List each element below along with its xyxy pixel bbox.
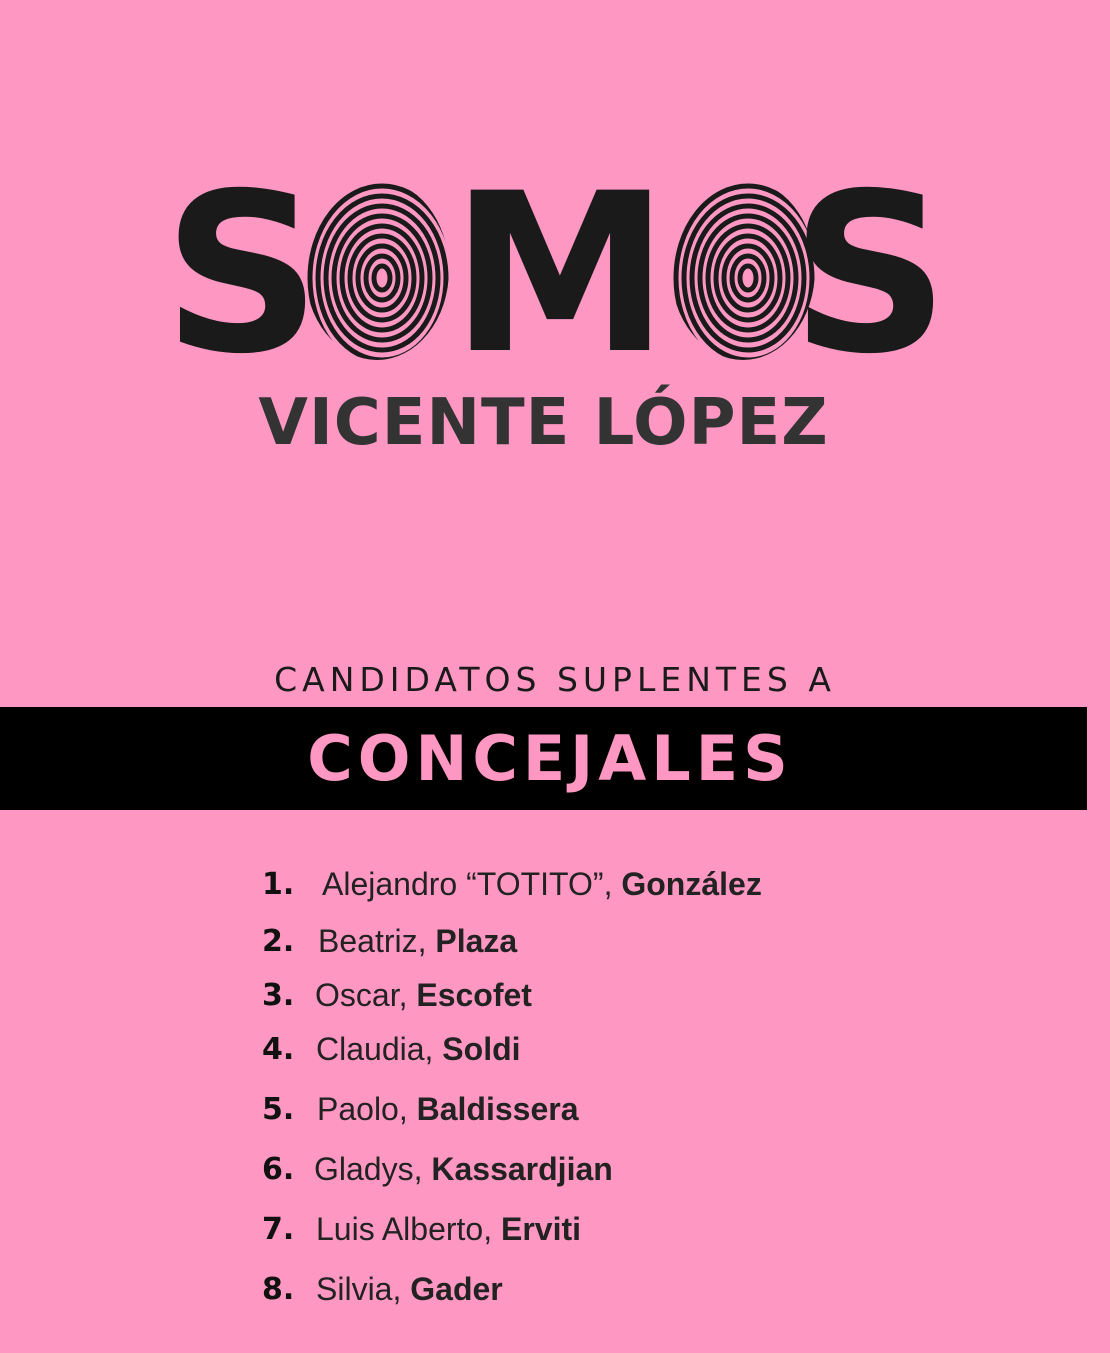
candidate-number: 6.: [262, 1151, 295, 1187]
list-item: [262, 919, 517, 963]
list-item: [262, 1087, 579, 1131]
candidate-number: 7.: [262, 1211, 295, 1247]
logo-letter-m: M: [450, 146, 670, 402]
list-item: [262, 973, 532, 1017]
candidate-surname: González: [621, 865, 762, 902]
candidate-number: 1.: [262, 866, 295, 902]
candidate-surname: Baldissera: [416, 1090, 579, 1127]
list-item: [262, 1267, 503, 1311]
list-item: [262, 1207, 581, 1251]
candidate-first-name: Oscar,: [315, 976, 417, 1013]
list-item: [262, 1027, 521, 1071]
candidate-first-name: Alejandro “TOTITO”,: [322, 865, 622, 902]
candidate-surname: Plaza: [435, 922, 518, 959]
candidate-first-name: Beatriz,: [318, 922, 436, 959]
logo-letter-s1: S: [162, 146, 322, 402]
candidate-first-name: Luis Alberto,: [316, 1210, 501, 1247]
candidate-first-name: Claudia,: [316, 1030, 443, 1067]
section-title: CONCEJALES: [307, 722, 793, 795]
candidate-first-name: Silvia,: [316, 1270, 411, 1307]
candidate-surname: Gader: [410, 1270, 503, 1307]
candidate-number: 3.: [262, 977, 295, 1013]
list-item: [262, 862, 762, 906]
list-item: [262, 1147, 613, 1191]
candidate-surname: Soldi: [442, 1030, 521, 1067]
candidate-surname: Escofet: [416, 976, 532, 1013]
candidate-number: 4.: [262, 1031, 295, 1067]
logo-letter-s2: S: [790, 146, 950, 402]
candidate-surname: Erviti: [501, 1210, 582, 1247]
candidate-number: 5.: [262, 1091, 295, 1127]
subtitle: VICENTE LÓPEZ: [258, 386, 829, 460]
candidate-first-name: Paolo,: [317, 1090, 417, 1127]
section-kicker: CANDIDATOS SUPLENTES A: [274, 660, 836, 699]
candidate-number: 2.: [262, 923, 295, 959]
candidate-surname: Kassardjian: [431, 1150, 613, 1187]
candidate-first-name: Gladys,: [314, 1150, 432, 1187]
candidate-number: 8.: [262, 1271, 295, 1307]
